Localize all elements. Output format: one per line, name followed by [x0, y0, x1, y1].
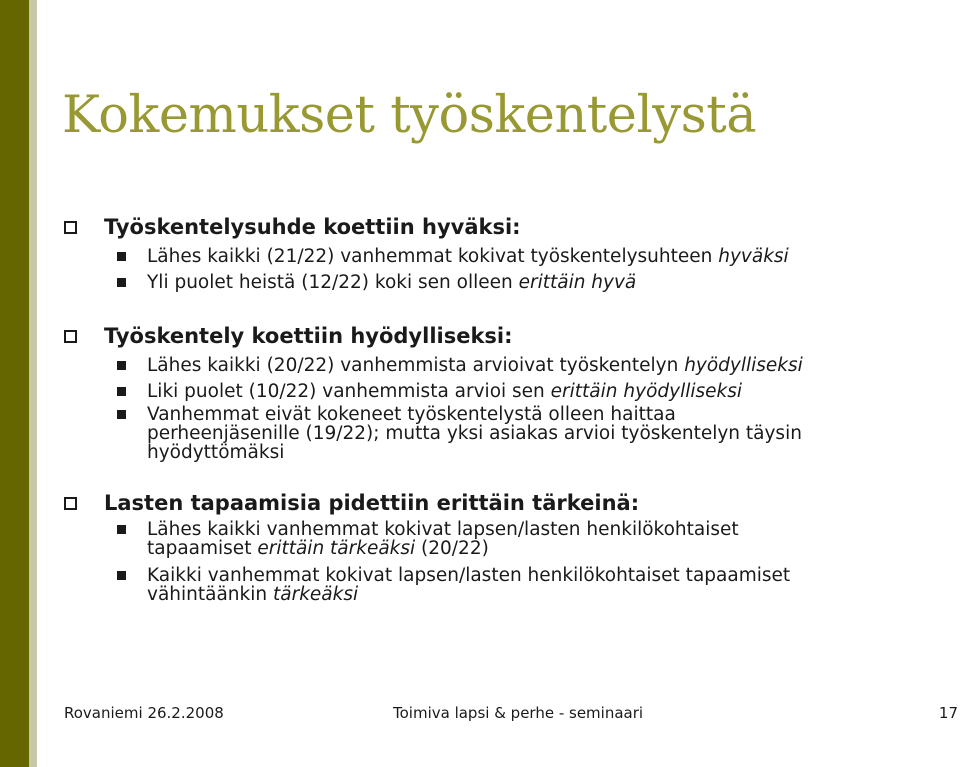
sub-list	[117, 520, 954, 604]
footer-event-name: Toimiva lapsi & perhe - seminaari	[393, 704, 644, 722]
list-item	[117, 270, 954, 295]
slide-content	[64, 210, 954, 628]
item-text: Lähes kaikki (20/22) vanhemmista arvioivat työskentelyn	[147, 355, 685, 376]
list-item	[117, 520, 954, 558]
item-text: Lähes kaikki (21/22) vanhemmat kokivat työskentelysuhteen	[147, 246, 719, 267]
item-emphasis: hyödylliseksi	[684, 355, 803, 376]
hollow-square-bullet-icon	[64, 330, 77, 343]
item-text-line: Lähes kaikki vanhemmat kokivat lapsen/lasten henkilökohtaiset	[147, 519, 739, 540]
section-heading-row	[64, 319, 954, 353]
item-text: Liki puolet (10/22) vanhemmista arvioi sen	[147, 381, 551, 402]
section-heading: Lasten tapaamisia pidettiin erittäin tärkeinä:	[104, 491, 640, 515]
square-bullet-icon	[117, 410, 126, 419]
square-bullet-icon	[117, 278, 126, 287]
item-text-line: tapaamiset erittäin tärkeäksi (20/22)	[147, 538, 489, 559]
section-heading: Työskentely koettiin hyödylliseksi:	[104, 324, 513, 348]
hollow-square-bullet-icon	[64, 497, 77, 510]
square-bullet-icon	[117, 525, 126, 534]
list-item	[117, 353, 954, 378]
section-heading-row	[64, 210, 954, 244]
left-accent-stripe	[29, 0, 37, 767]
sub-list	[117, 244, 954, 295]
item-emphasis: erittäin hyvä	[518, 272, 637, 293]
list-item	[117, 244, 954, 269]
list-item	[117, 379, 954, 404]
footer-date-location: Rovaniemi 26.2.2008	[64, 704, 224, 722]
item-text: Yli puolet heistä (12/22) koki sen olleen	[147, 272, 519, 293]
item-text-line: Kaikki vanhemmat kokivat lapsen/lasten henkilökohtaiset tapaamiset	[147, 565, 791, 586]
section-usefulness	[64, 319, 954, 462]
list-item	[117, 405, 954, 462]
footer-page-number: 17	[938, 704, 958, 722]
section-heading-row	[64, 486, 954, 520]
section-working-relationship	[64, 210, 954, 295]
item-text-line: vähintäänkin tärkeäksi	[147, 584, 359, 605]
section-heading: Työskentelysuhde koettiin hyväksi:	[104, 215, 521, 239]
item-text-line: Vanhemmat eivät kokeneet työskentelystä olleen haittaa	[147, 404, 676, 425]
square-bullet-icon	[117, 387, 126, 396]
left-accent-bar	[0, 0, 29, 767]
slide-title: Kokemukset työskentelystä	[62, 86, 757, 145]
sub-list	[117, 353, 954, 462]
square-bullet-icon	[117, 361, 126, 370]
item-emphasis: erittäin tärkeäksi	[257, 538, 416, 559]
item-text-line: hyödyttömäksi	[147, 442, 285, 463]
item-emphasis: erittäin hyödylliseksi	[550, 381, 743, 402]
item-emphasis: tärkeäksi	[273, 584, 359, 605]
square-bullet-icon	[117, 571, 126, 580]
hollow-square-bullet-icon	[64, 221, 77, 234]
square-bullet-icon	[117, 252, 126, 261]
item-text-line: perheenjäsenille (19/22); mutta yksi asiakas arvioi työskentelyn täysin	[147, 423, 802, 444]
item-emphasis: hyväksi	[718, 246, 789, 267]
section-child-meetings	[64, 486, 954, 604]
list-item	[117, 566, 954, 604]
